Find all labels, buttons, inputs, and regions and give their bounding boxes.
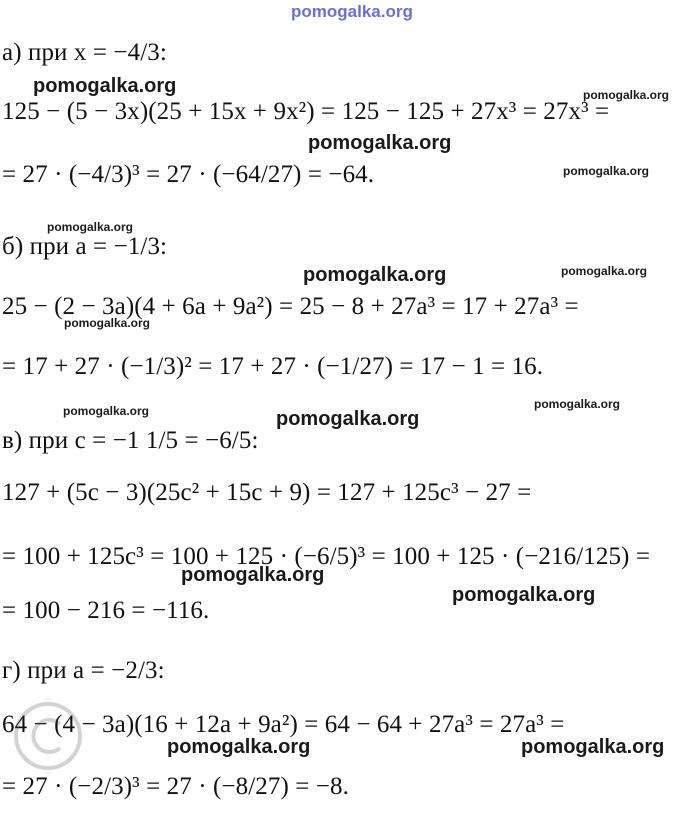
watermark: pomogalka.org	[33, 75, 177, 97]
watermark: pomogalka.org	[583, 88, 670, 102]
part-c-line3: = 100 − 216 = −116.	[2, 597, 210, 624]
part-d-condition: a = −2/3:	[73, 657, 165, 684]
watermark: pomogalka.org	[63, 404, 150, 418]
part-a-header	[2, 38, 167, 68]
part-d-label: г) при	[2, 657, 67, 684]
watermark: pomogalka.org	[64, 316, 151, 330]
part-a-label: а) при	[2, 39, 68, 66]
watermark: pomogalka.org	[303, 264, 447, 286]
part-c-line1: 127 + (5c − 3)(25c² + 15c + 9) = 127 + 125c³ − 27 =	[2, 479, 532, 506]
watermark: pomogalka.org	[181, 564, 325, 586]
part-c-header	[2, 426, 259, 456]
watermark: pomogalka.org	[561, 264, 648, 278]
part-b-line1: 25 − (2 − 3a)(4 + 6a + 9a²) = 25 − 8 + 27a³ = 17 + 27a³ =	[2, 293, 579, 320]
part-c-label: в) при	[2, 427, 69, 454]
watermark: pomogalka.org	[47, 220, 134, 234]
watermark: pomogalka.org	[452, 584, 596, 606]
part-b-header	[2, 232, 167, 262]
part-a-line1: 125 − (5 − 3x)(25 + 15x + 9x²) = 125 − 125 + 27x³ = 27x³ =	[2, 98, 610, 125]
part-b-label: б) при	[2, 233, 70, 260]
part-c-condition: c = −1 1/5 = −6/5:	[74, 427, 259, 454]
watermark: pomogalka.org	[534, 397, 621, 411]
part-c-line2: = 100 + 125c³ = 100 + 125 · (−6/5)³ = 100 + 125 · (−216/125) =	[2, 543, 651, 570]
part-b-condition: a = −1/3:	[75, 233, 168, 260]
watermark: pomogalka.org	[563, 164, 650, 178]
part-d-line2: = 27 · (−2/3)³ = 27 · (−8/27) = −8.	[2, 773, 349, 800]
part-a-line2: = 27 · (−4/3)³ = 27 · (−64/27) = −64.	[2, 161, 375, 188]
part-a-condition: x = −4/3:	[73, 39, 167, 66]
watermark: pomogalka.org	[276, 408, 420, 430]
watermark-top: pomogalka.org	[291, 2, 413, 21]
part-d-line1: 64 − (4 − 3a)(16 + 12a + 9a²) = 64 − 64 + 27a³ = 27a³ =	[2, 711, 565, 738]
watermark: pomogalka.org	[308, 132, 452, 154]
part-d-header	[2, 656, 165, 686]
watermark: pomogalka.org	[167, 736, 311, 758]
watermark: pomogalka.org	[521, 736, 665, 758]
part-b-line2: = 17 + 27 · (−1/3)² = 17 + 27 · (−1/27) = 17 − 1 = 16.	[2, 353, 544, 380]
copyright-icon	[8, 686, 88, 776]
